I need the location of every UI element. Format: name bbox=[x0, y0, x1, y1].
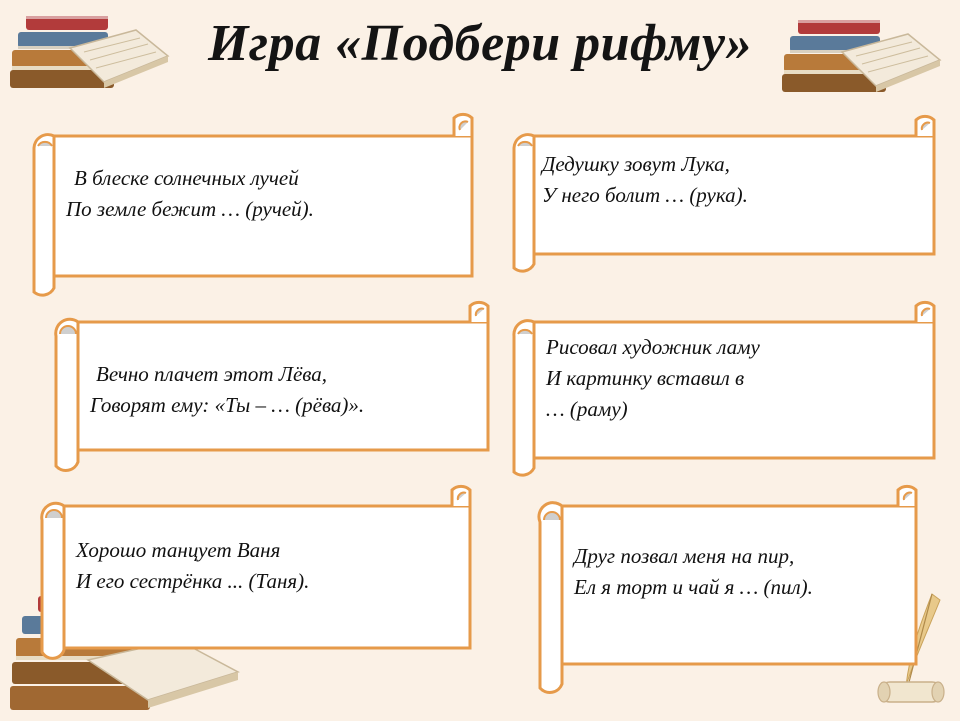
riddle-line: Ел я торт и чай я … (пил). bbox=[574, 575, 813, 599]
riddle-line: По земле бежит … (ручей). bbox=[66, 197, 314, 221]
riddle-scroll bbox=[30, 108, 480, 304]
riddle-line: Рисовал художник ламу bbox=[546, 335, 760, 359]
riddle-line: Дедушку зовут Лука, bbox=[542, 152, 730, 176]
page-title: Игра «Подбери рифму» bbox=[207, 15, 752, 72]
riddle-line: И картинку вставил в bbox=[546, 366, 745, 390]
riddle-line: Вечно плачет этот Лёва, bbox=[96, 362, 327, 386]
riddle-scroll bbox=[536, 478, 924, 696]
riddle-scroll bbox=[510, 112, 942, 278]
riddle-line: … (раму) bbox=[546, 397, 628, 421]
book-stack-icon bbox=[780, 14, 945, 99]
riddle-line: У него болит … (рука). bbox=[542, 183, 748, 207]
riddle-line: Говорят ему: «Ты – … (рёва)». bbox=[90, 393, 365, 417]
riddle-scroll bbox=[510, 296, 942, 482]
riddle-line: В блеске солнечных лучей bbox=[74, 166, 299, 190]
riddle-line: Хорошо танцует Ваня bbox=[76, 538, 281, 562]
riddle-line: Друг позвал меня на пир, bbox=[574, 544, 795, 568]
riddle-line: И его сестрёнка ... (Таня). bbox=[76, 569, 310, 593]
riddle-scroll bbox=[38, 480, 478, 656]
riddle-scroll bbox=[52, 298, 498, 474]
book-stack-icon bbox=[8, 10, 173, 95]
